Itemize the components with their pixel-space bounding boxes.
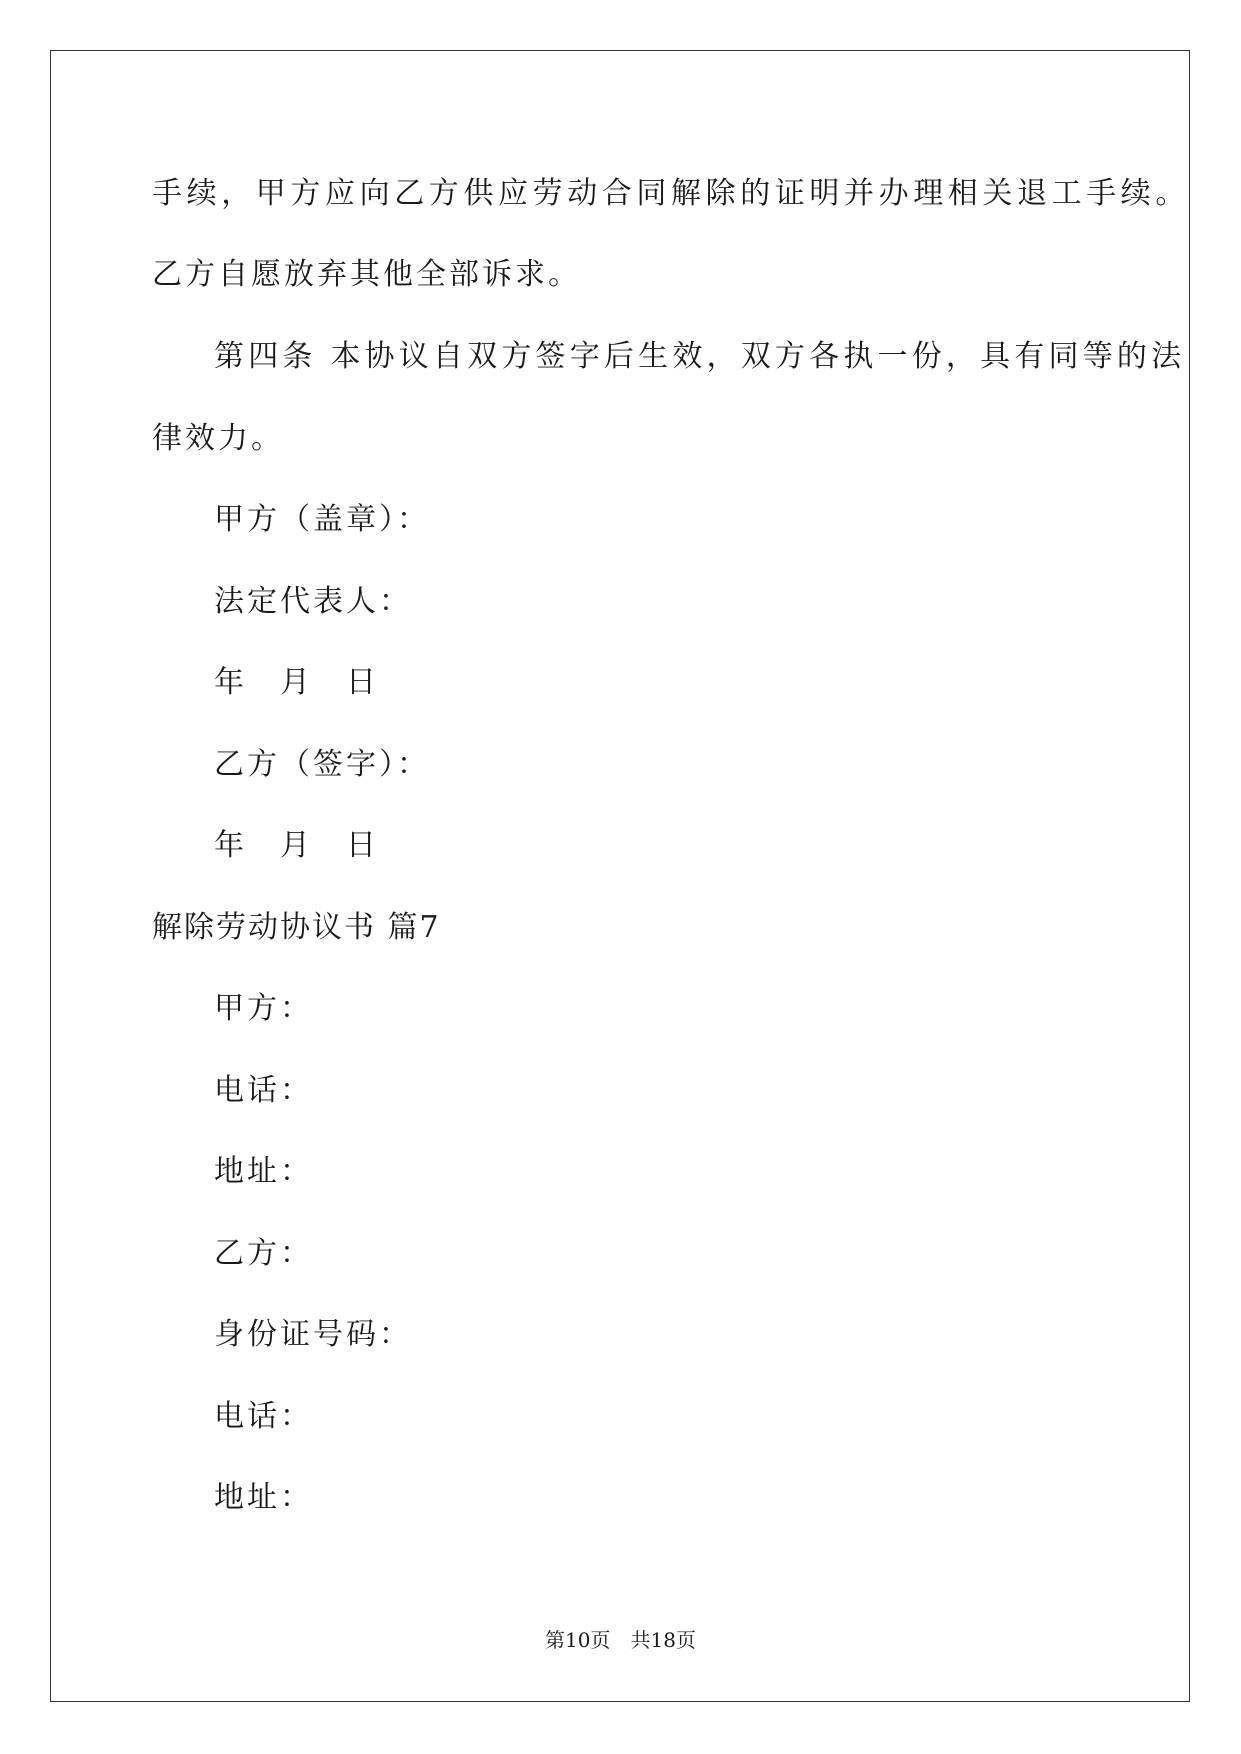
party-a-field: 甲方：: [214, 991, 313, 1026]
phone-field: 电话：: [214, 1399, 313, 1434]
paragraph-line: 律效力。: [152, 421, 284, 456]
party-a-seal-field: 甲方（盖章）：: [214, 502, 430, 537]
page-border: [50, 50, 1190, 1702]
legal-representative-field: 法定代表人：: [214, 584, 412, 619]
id-number-field: 身份证号码：: [214, 1317, 412, 1352]
date-field: 年 月 日: [214, 828, 379, 863]
address-field: 地址：: [214, 1154, 313, 1189]
paragraph-line: 手续，甲方应向乙方供应劳动合同解除的证明并办理相关退工手续。: [152, 176, 1190, 211]
party-b-field: 乙方：: [214, 1236, 313, 1271]
party-b-signature-field: 乙方（签字）：: [214, 747, 430, 782]
address-field: 地址：: [214, 1480, 313, 1515]
paragraph-line: 乙方自愿放弃其他全部诉求。: [152, 257, 581, 292]
phone-field: 电话：: [214, 1073, 313, 1108]
paragraph-line: 第四条 本协议自双方签字后生效，双方各执一份，具有同等的法: [214, 339, 1186, 374]
page-number-footer: 第10页 共18页: [545, 1628, 696, 1652]
date-field: 年 月 日: [214, 665, 379, 700]
section-heading: 解除劳动协议书 篇7: [152, 910, 441, 945]
